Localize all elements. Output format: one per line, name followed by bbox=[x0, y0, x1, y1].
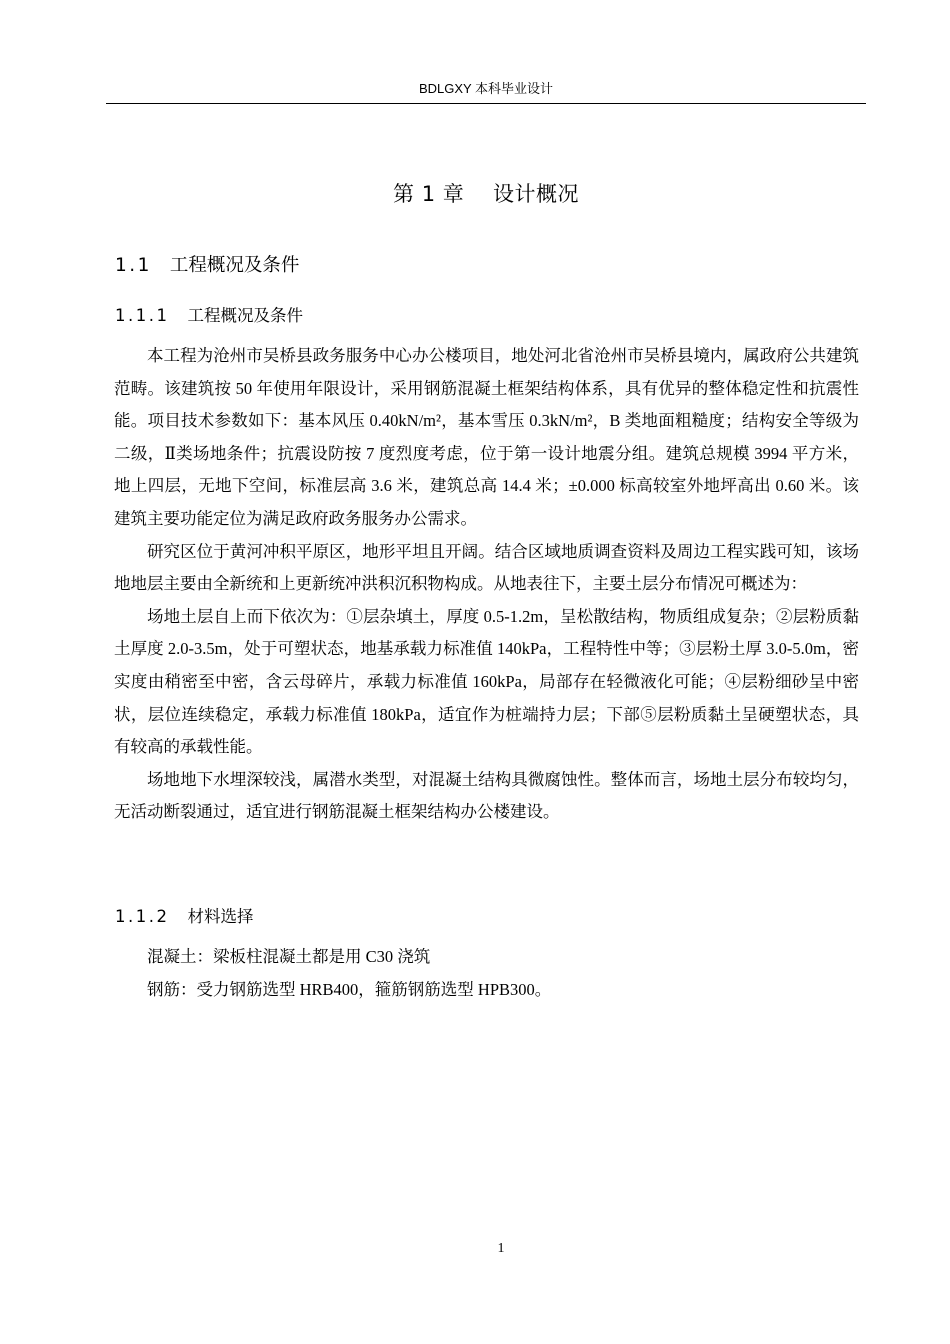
paragraph: 研究区位于黄河冲积平原区，地形平坦且开阔。结合区域地质调查资料及周边工程实践可知，该场地地层主要由全新统和上更新统冲洪积沉积物构成。从地表往下，主要土层分布情况可概述为： bbox=[114, 541, 859, 594]
subsection-title: 材料选择 bbox=[187, 907, 254, 926]
section-number: 1.1 bbox=[115, 255, 152, 276]
paragraph: 场地地下水埋深较浅，属潜水类型，对混凝土结构具微腐蚀性。整体而言，场地土层分布较均匀，无活动断裂通过，适宜进行钢筋混凝土框架结构办公楼建设。 bbox=[114, 769, 859, 822]
subsection-number: 1.1.1 bbox=[115, 306, 170, 325]
subsection-heading bbox=[115, 904, 253, 930]
chapter-title: 第 1 章 设计概况 bbox=[393, 182, 579, 206]
section-heading bbox=[115, 252, 299, 280]
paragraph: 本工程为沧州市吴桥县政务服务中心办公楼项目，地处河北省沧州市吴桥县境内，属政府公共建筑范畴。该建筑按 50 年使用年限设计，采用钢筋混凝土框架结构体系，具有优异的整体稳定性和抗震性能。项目技术参数如下：基本风压 0.40kN/m²，基本雪压 0.3kN/m²，B 类地面粗糙度；结构安全等级为二级，Ⅱ类场地条件；抗震设防按 7 度烈度考虑，位于第一设计地震分组。建筑总规模 3994 平方米，地上四层，无地下空间，标准层高 3.6 米，建筑总高 14.4 米；±0.000 标高较室外地坪高出 0.60 米。该建筑主要功能定位为满足政府政务服务办公需求。 bbox=[114, 346, 859, 528]
subsection-title: 工程概况及条件 bbox=[187, 306, 303, 325]
paragraph: 场地土层自上而下依次为：①层杂填土，厚度 0.5-1.2m，呈松散结构，物质组成复杂；②层粉质黏土厚度 2.0-3.5m，处于可塑状态，地基承载力标准值 140kPa，工程特性中等；③层粉土厚 3.0-5.0m，密实度由稍密至中密，含云母碎片，承载力标准值 160kPa，局部存在轻微液化可能；④层粉细砂呈中密状，层位连续稳定，承载力标准值 180kPa，适宜作为桩端持力层；下部⑤层粉质黏土呈硬塑状态，具有较高的承载性能。 bbox=[114, 606, 859, 757]
material-item: 混凝土：梁板柱混凝土都是用 C30 浇筑 bbox=[147, 947, 431, 966]
material-item: 钢筋：受力钢筋选型 HRB400，箍筋钢筋选型 HPB300。 bbox=[147, 979, 552, 999]
materials-list bbox=[114, 941, 859, 1006]
subsection-heading bbox=[115, 303, 303, 329]
header-text: BDLGXY 本科毕业设计 bbox=[418, 81, 554, 96]
page-header bbox=[106, 78, 866, 104]
page-number: 1 bbox=[497, 1241, 505, 1256]
subsection-number: 1.1.2 bbox=[115, 907, 170, 926]
body-text bbox=[114, 340, 859, 829]
section-title: 工程概况及条件 bbox=[169, 255, 300, 276]
